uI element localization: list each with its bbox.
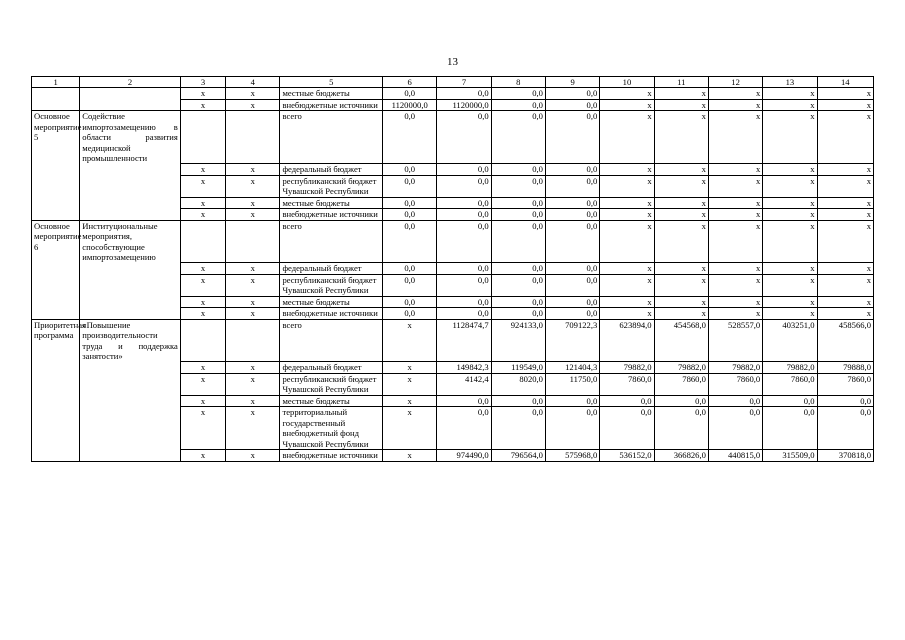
value-cell: 8020,0 [491,373,545,395]
value-cell: х [383,395,437,407]
value-cell: х [763,175,817,197]
activity-description-cell [80,362,181,374]
code-cell: х [226,99,280,111]
column-header: 4 [226,77,280,88]
value-cell: 0,0 [437,197,491,209]
table-row [32,197,874,209]
table-row [32,263,874,275]
value-cell: 1120000,0 [383,99,437,111]
column-header: 3 [180,77,225,88]
value-cell: 0,0 [383,308,437,320]
table-row [32,220,874,263]
column-header: 10 [600,77,654,88]
funding-source-cell: местные бюджеты [280,197,383,209]
activity-description-cell [80,407,181,450]
value-cell: 709122,3 [545,319,599,362]
value-cell: 536152,0 [600,450,654,462]
value-cell: 149842,3 [437,362,491,374]
value-cell: х [708,175,762,197]
value-cell: 0,0 [654,407,708,450]
column-header: 12 [708,77,762,88]
table-row [32,395,874,407]
budget-table [31,76,874,462]
value-cell: 0,0 [708,395,762,407]
value-cell: х [763,209,817,221]
table-row [32,99,874,111]
value-cell: х [708,111,762,164]
code-cell: х [180,373,225,395]
value-cell: 119549,0 [491,362,545,374]
activity-name-cell [32,296,80,308]
value-cell: 575968,0 [545,450,599,462]
funding-source-cell: федеральный бюджет [280,164,383,176]
activity-name-cell [32,308,80,320]
value-cell: 0,0 [491,407,545,450]
value-cell: х [708,197,762,209]
code-cell: х [226,362,280,374]
value-cell: 0,0 [437,296,491,308]
column-header: 2 [80,77,181,88]
code-cell: х [226,263,280,275]
value-cell: 0,0 [383,111,437,164]
activity-name-cell [32,209,80,221]
funding-source-cell: всего [280,319,383,362]
value-cell: 0,0 [763,407,817,450]
value-cell: х [600,220,654,263]
activity-name-cell [32,99,80,111]
value-cell: 403251,0 [763,319,817,362]
code-cell: х [226,209,280,221]
value-cell: х [383,319,437,362]
activity-name-cell [32,395,80,407]
value-cell: 0,0 [600,407,654,450]
value-cell: 370818,0 [817,450,873,462]
value-cell: 974490,0 [437,450,491,462]
value-cell: х [817,175,873,197]
funding-source-cell: внебюджетные источники [280,209,383,221]
value-cell: 0,0 [654,395,708,407]
value-cell: х [763,111,817,164]
value-cell: 0,0 [491,274,545,296]
value-cell: 0,0 [491,263,545,275]
value-cell: х [763,99,817,111]
table-row [32,209,874,221]
value-cell: х [817,111,873,164]
value-cell: 0,0 [491,99,545,111]
value-cell: 0,0 [383,197,437,209]
value-cell: 0,0 [600,395,654,407]
code-cell: х [226,164,280,176]
value-cell: 0,0 [545,197,599,209]
value-cell: 0,0 [383,296,437,308]
value-cell: 0,0 [437,164,491,176]
activity-description-cell: Содействие импортозамещению в области развития медицинской промышленности [80,111,181,164]
value-cell: х [600,175,654,197]
table-row [32,407,874,450]
activity-name-cell [32,362,80,374]
value-cell: 0,0 [545,175,599,197]
value-cell: х [383,450,437,462]
activity-name-cell [32,263,80,275]
value-cell: х [817,88,873,100]
table-row [32,296,874,308]
value-cell: х [708,88,762,100]
column-header: 5 [280,77,383,88]
code-cell: х [226,175,280,197]
value-cell: х [654,209,708,221]
value-cell: 0,0 [437,395,491,407]
column-header: 6 [383,77,437,88]
value-cell: х [383,407,437,450]
value-cell: х [654,197,708,209]
funding-source-cell: республиканский бюджет Чувашской Республики [280,373,383,395]
code-cell: х [226,296,280,308]
column-header: 1 [32,77,80,88]
value-cell: х [708,99,762,111]
value-cell: х [817,197,873,209]
value-cell: 0,0 [437,263,491,275]
value-cell: 623894,0 [600,319,654,362]
value-cell: х [763,164,817,176]
code-cell: х [180,274,225,296]
activity-description-cell [80,308,181,320]
column-header: 8 [491,77,545,88]
table-row [32,319,874,362]
activity-description-cell [80,99,181,111]
value-cell: х [817,164,873,176]
value-cell: х [708,296,762,308]
code-cell [226,111,280,164]
code-cell: х [180,197,225,209]
value-cell: х [817,296,873,308]
value-cell: 0,0 [491,209,545,221]
value-cell: х [600,99,654,111]
activity-description-cell [80,175,181,197]
value-cell: 0,0 [491,111,545,164]
activity-description-cell [80,450,181,462]
value-cell: 0,0 [545,263,599,275]
funding-source-cell: республиканский бюджет Чувашской Республики [280,175,383,197]
value-cell: 0,0 [545,88,599,100]
value-cell: х [763,308,817,320]
value-cell: 0,0 [437,209,491,221]
value-cell: 0,0 [545,220,599,263]
value-cell: х [817,308,873,320]
funding-source-cell: внебюджетные источники [280,99,383,111]
table-row [32,164,874,176]
value-cell: 79888,0 [817,362,873,374]
funding-source-cell: местные бюджеты [280,395,383,407]
value-cell: 458566,0 [817,319,873,362]
value-cell: 7860,0 [817,373,873,395]
value-cell: 1128474,7 [437,319,491,362]
funding-source-cell: всего [280,111,383,164]
funding-source-cell: федеральный бюджет [280,362,383,374]
code-cell [226,220,280,263]
activity-description-cell [80,164,181,176]
activity-name-cell [32,450,80,462]
value-cell: х [763,296,817,308]
value-cell: 0,0 [545,99,599,111]
funding-source-cell: территориальный государственный внебюджетный фонд Чувашской Республики [280,407,383,450]
value-cell: х [763,263,817,275]
value-cell: х [654,111,708,164]
funding-source-cell: внебюджетные источники [280,450,383,462]
value-cell: х [708,263,762,275]
page-number: 13 [447,56,458,68]
value-cell: 0,0 [545,209,599,221]
funding-source-cell: местные бюджеты [280,88,383,100]
value-cell: х [600,274,654,296]
code-cell: х [180,99,225,111]
column-number-row [32,77,874,88]
activity-name-cell [32,175,80,197]
value-cell: 0,0 [491,197,545,209]
value-cell: х [654,220,708,263]
table-row [32,88,874,100]
value-cell: х [654,274,708,296]
value-cell: х [708,164,762,176]
value-cell: х [708,220,762,263]
table-row [32,373,874,395]
value-cell: 0,0 [545,407,599,450]
value-cell: х [763,197,817,209]
funding-source-cell: местные бюджеты [280,296,383,308]
activity-description-cell [80,274,181,296]
value-cell: х [817,209,873,221]
value-cell: 0,0 [491,308,545,320]
value-cell: 0,0 [545,395,599,407]
value-cell: х [817,263,873,275]
value-cell: 454568,0 [654,319,708,362]
value-cell: 0,0 [383,175,437,197]
value-cell: х [654,175,708,197]
activity-description-cell [80,373,181,395]
table-row [32,450,874,462]
code-cell: х [180,407,225,450]
table-row [32,362,874,374]
activity-name-cell [32,88,80,100]
value-cell: 0,0 [383,164,437,176]
value-cell: 7860,0 [708,373,762,395]
activity-name-cell: Основное мероприятие 5 [32,111,80,164]
activity-name-cell: Приоритетная программа [32,319,80,362]
value-cell: 0,0 [383,209,437,221]
value-cell: х [817,220,873,263]
value-cell: х [600,263,654,275]
value-cell: 0,0 [817,407,873,450]
code-cell: х [226,407,280,450]
value-cell: 0,0 [383,220,437,263]
column-header: 14 [817,77,873,88]
value-cell: х [817,274,873,296]
value-cell: 79882,0 [600,362,654,374]
column-header: 13 [763,77,817,88]
value-cell: 0,0 [437,407,491,450]
value-cell: 0,0 [491,395,545,407]
value-cell: х [600,111,654,164]
value-cell: х [600,308,654,320]
code-cell: х [226,395,280,407]
activity-name-cell [32,197,80,209]
value-cell: 796564,0 [491,450,545,462]
value-cell: х [600,164,654,176]
value-cell: х [383,362,437,374]
value-cell: 7860,0 [654,373,708,395]
value-cell: 7860,0 [763,373,817,395]
value-cell: 79882,0 [654,362,708,374]
value-cell: х [600,88,654,100]
table-row [32,111,874,164]
code-cell: х [226,373,280,395]
activity-description-cell: «Повышение производительности труда и поддержка занятости» [80,319,181,362]
activity-name-cell [32,274,80,296]
code-cell: х [226,308,280,320]
code-cell: х [180,88,225,100]
value-cell: х [600,209,654,221]
value-cell: 7860,0 [600,373,654,395]
value-cell: 0,0 [437,175,491,197]
value-cell: 0,0 [545,308,599,320]
code-cell: х [180,308,225,320]
code-cell: х [226,274,280,296]
value-cell: х [654,308,708,320]
value-cell: 315509,0 [763,450,817,462]
code-cell: х [180,209,225,221]
activity-description-cell [80,296,181,308]
table-row [32,308,874,320]
value-cell: 0,0 [437,88,491,100]
value-cell: 0,0 [763,395,817,407]
value-cell: х [763,274,817,296]
code-cell: х [180,164,225,176]
value-cell: 0,0 [545,111,599,164]
table-row [32,175,874,197]
value-cell: х [708,209,762,221]
code-cell: х [180,175,225,197]
value-cell: х [763,220,817,263]
funding-source-cell: федеральный бюджет [280,263,383,275]
code-cell [180,220,225,263]
value-cell: 0,0 [383,274,437,296]
code-cell [226,319,280,362]
value-cell: 528557,0 [708,319,762,362]
value-cell: х [654,164,708,176]
value-cell: 0,0 [437,220,491,263]
value-cell: х [600,197,654,209]
value-cell: х [654,88,708,100]
table-row [32,274,874,296]
value-cell: 4142,4 [437,373,491,395]
code-cell: х [226,88,280,100]
value-cell: х [817,99,873,111]
code-cell: х [226,197,280,209]
activity-description-cell [80,263,181,275]
code-cell: х [180,296,225,308]
code-cell: х [226,450,280,462]
value-cell: 79882,0 [708,362,762,374]
value-cell: 0,0 [437,274,491,296]
funding-source-cell: республиканский бюджет Чувашской Республики [280,274,383,296]
value-cell: 0,0 [491,296,545,308]
value-cell: х [600,296,654,308]
code-cell [180,319,225,362]
value-cell: 1120000,0 [437,99,491,111]
activity-description-cell [80,209,181,221]
activity-name-cell [32,164,80,176]
value-cell: 79882,0 [763,362,817,374]
value-cell: 0,0 [817,395,873,407]
column-header: 9 [545,77,599,88]
value-cell: 0,0 [545,164,599,176]
value-cell: х [708,308,762,320]
funding-source-cell: внебюджетные источники [280,308,383,320]
value-cell: х [654,99,708,111]
value-cell: 0,0 [545,274,599,296]
value-cell: 0,0 [491,220,545,263]
value-cell: 366826,0 [654,450,708,462]
value-cell: 0,0 [437,111,491,164]
value-cell: 0,0 [437,308,491,320]
activity-description-cell: Институциональные мероприятия, способствующие импортозамещению [80,220,181,263]
value-cell: х [763,88,817,100]
value-cell: х [654,296,708,308]
value-cell: 0,0 [383,263,437,275]
value-cell: 11750,0 [545,373,599,395]
code-cell: х [180,263,225,275]
value-cell: 0,0 [491,88,545,100]
value-cell: х [708,274,762,296]
column-header: 7 [437,77,491,88]
funding-source-cell: всего [280,220,383,263]
value-cell: х [383,373,437,395]
activity-name-cell [32,373,80,395]
value-cell: 0,0 [491,164,545,176]
value-cell: 121404,3 [545,362,599,374]
value-cell: х [654,263,708,275]
column-header: 11 [654,77,708,88]
activity-name-cell: Основное мероприятие 6 [32,220,80,263]
activity-description-cell [80,88,181,100]
code-cell: х [180,395,225,407]
value-cell: 924133,0 [491,319,545,362]
activity-description-cell [80,395,181,407]
activity-name-cell [32,407,80,450]
value-cell: 0,0 [491,175,545,197]
code-cell: х [180,362,225,374]
table-body [32,77,874,462]
activity-description-cell [80,197,181,209]
value-cell: 0,0 [383,88,437,100]
value-cell: 0,0 [545,296,599,308]
code-cell: х [180,450,225,462]
value-cell: 0,0 [708,407,762,450]
value-cell: 440815,0 [708,450,762,462]
code-cell [180,111,225,164]
